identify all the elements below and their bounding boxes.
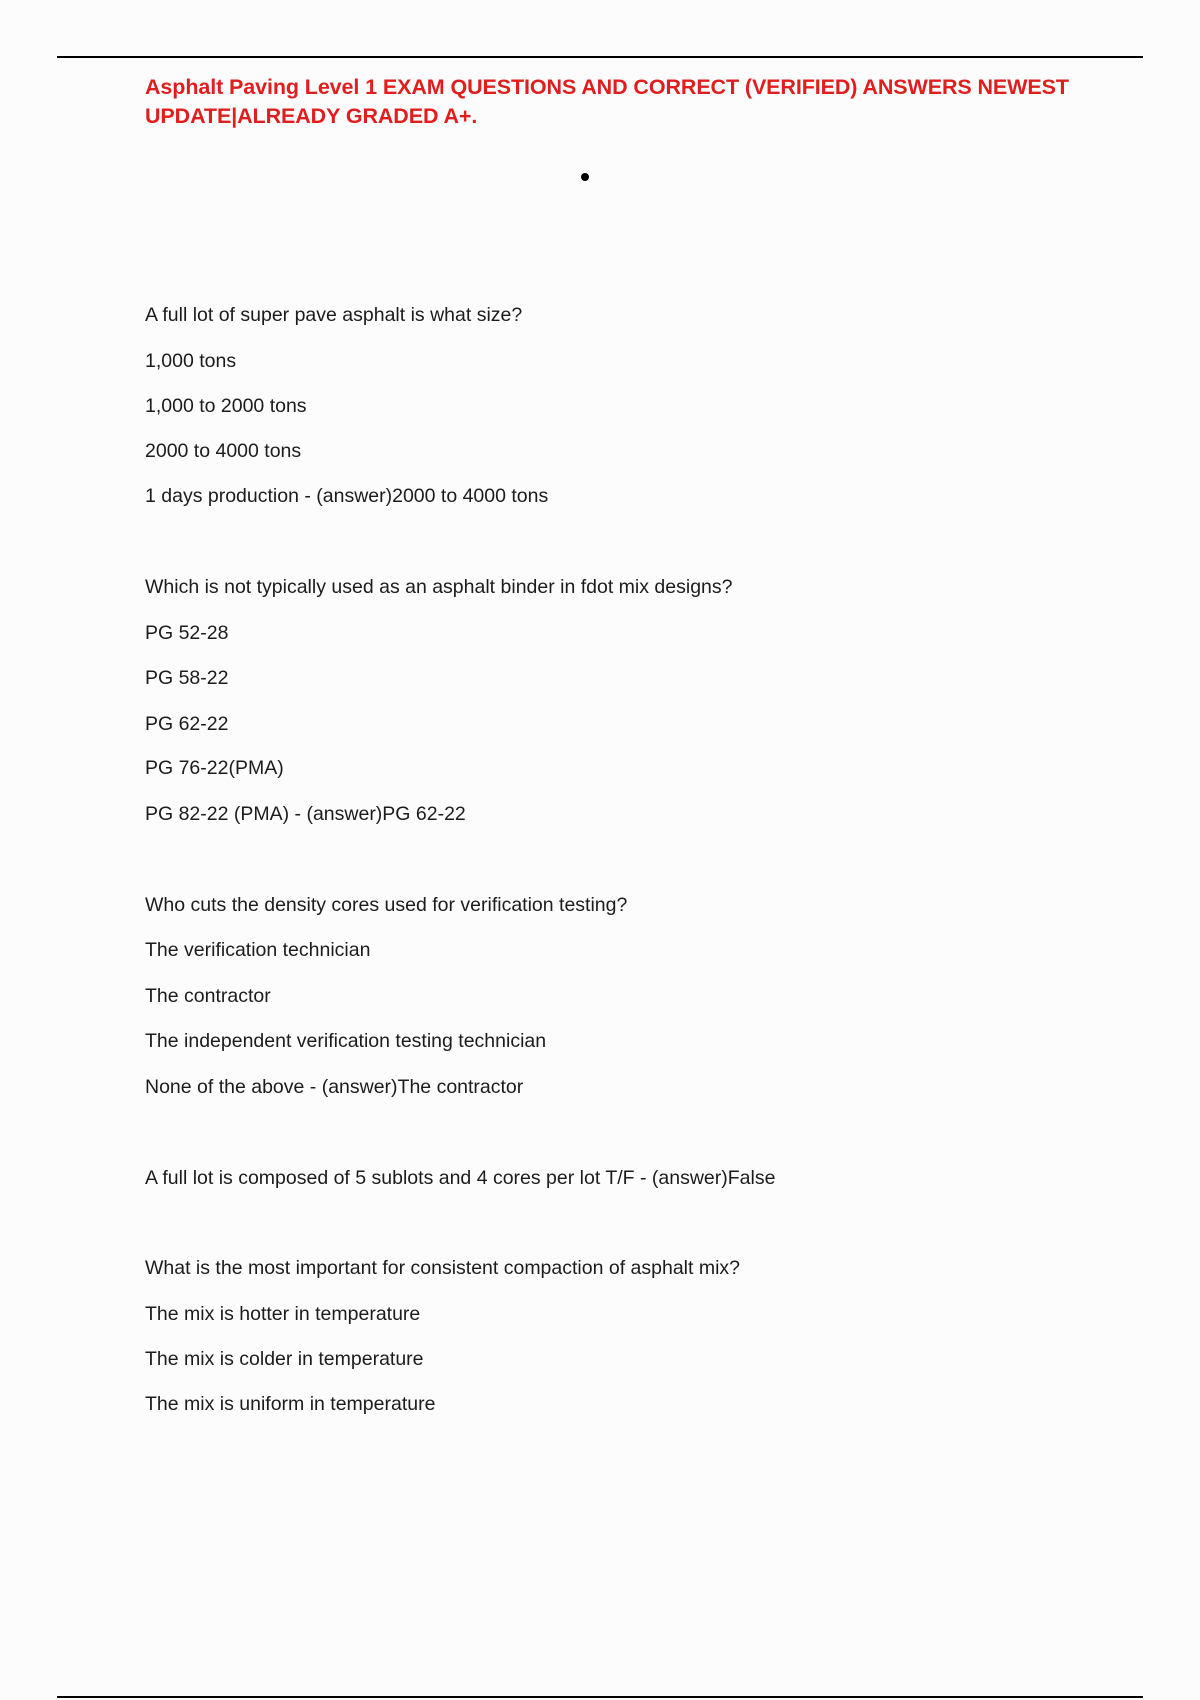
question-1-option-1: 1,000 tons xyxy=(145,350,237,372)
question-4-text: A full lot is composed of 5 sublots and 4 cores per lot T/F - (answer)False xyxy=(145,1167,776,1189)
question-2-option-1: PG 52-28 xyxy=(145,622,229,644)
question-2-option-2: PG 58-22 xyxy=(145,667,229,689)
question-3-option-2: The contractor xyxy=(145,985,271,1007)
header-rule xyxy=(57,56,1143,58)
question-2-text: Which is not typically used as an asphalt binder in fdot mix designs? xyxy=(145,576,733,598)
question-2-option-5: PG 82-22 (PMA) - (answer)PG 62-22 xyxy=(145,803,466,825)
bullet-icon xyxy=(581,173,589,181)
question-2-option-4: PG 76-22(PMA) xyxy=(145,757,284,779)
question-1-option-3: 2000 to 4000 tons xyxy=(145,440,302,462)
question-1-text: A full lot of super pave asphalt is what size? xyxy=(145,304,523,326)
footer-rule xyxy=(57,1696,1143,1698)
question-1-option-4: 1 days production - (answer)2000 to 4000 tons xyxy=(145,485,549,507)
question-3-option-1: The verification technician xyxy=(145,939,371,961)
question-3-text: Who cuts the density cores used for verification testing? xyxy=(145,894,628,916)
question-5-option-3: The mix is uniform in temperature xyxy=(145,1393,436,1415)
question-3-option-4: None of the above - (answer)The contractor xyxy=(145,1076,524,1098)
question-2-option-3: PG 62-22 xyxy=(145,713,229,735)
document-title: Asphalt Paving Level 1 EXAM QUESTIONS AND CORRECT (VERIFIED) ANSWERS NEWEST UPDATE|ALREADY GRADED A+. xyxy=(145,75,1069,128)
question-5-text: What is the most important for consistent compaction of asphalt mix? xyxy=(145,1257,741,1279)
question-1-option-2: 1,000 to 2000 tons xyxy=(145,395,307,417)
question-3-option-3: The independent verification testing technician xyxy=(145,1030,547,1052)
question-5-option-2: The mix is colder in temperature xyxy=(145,1348,424,1370)
question-5-option-1: The mix is hotter in temperature xyxy=(145,1303,421,1325)
